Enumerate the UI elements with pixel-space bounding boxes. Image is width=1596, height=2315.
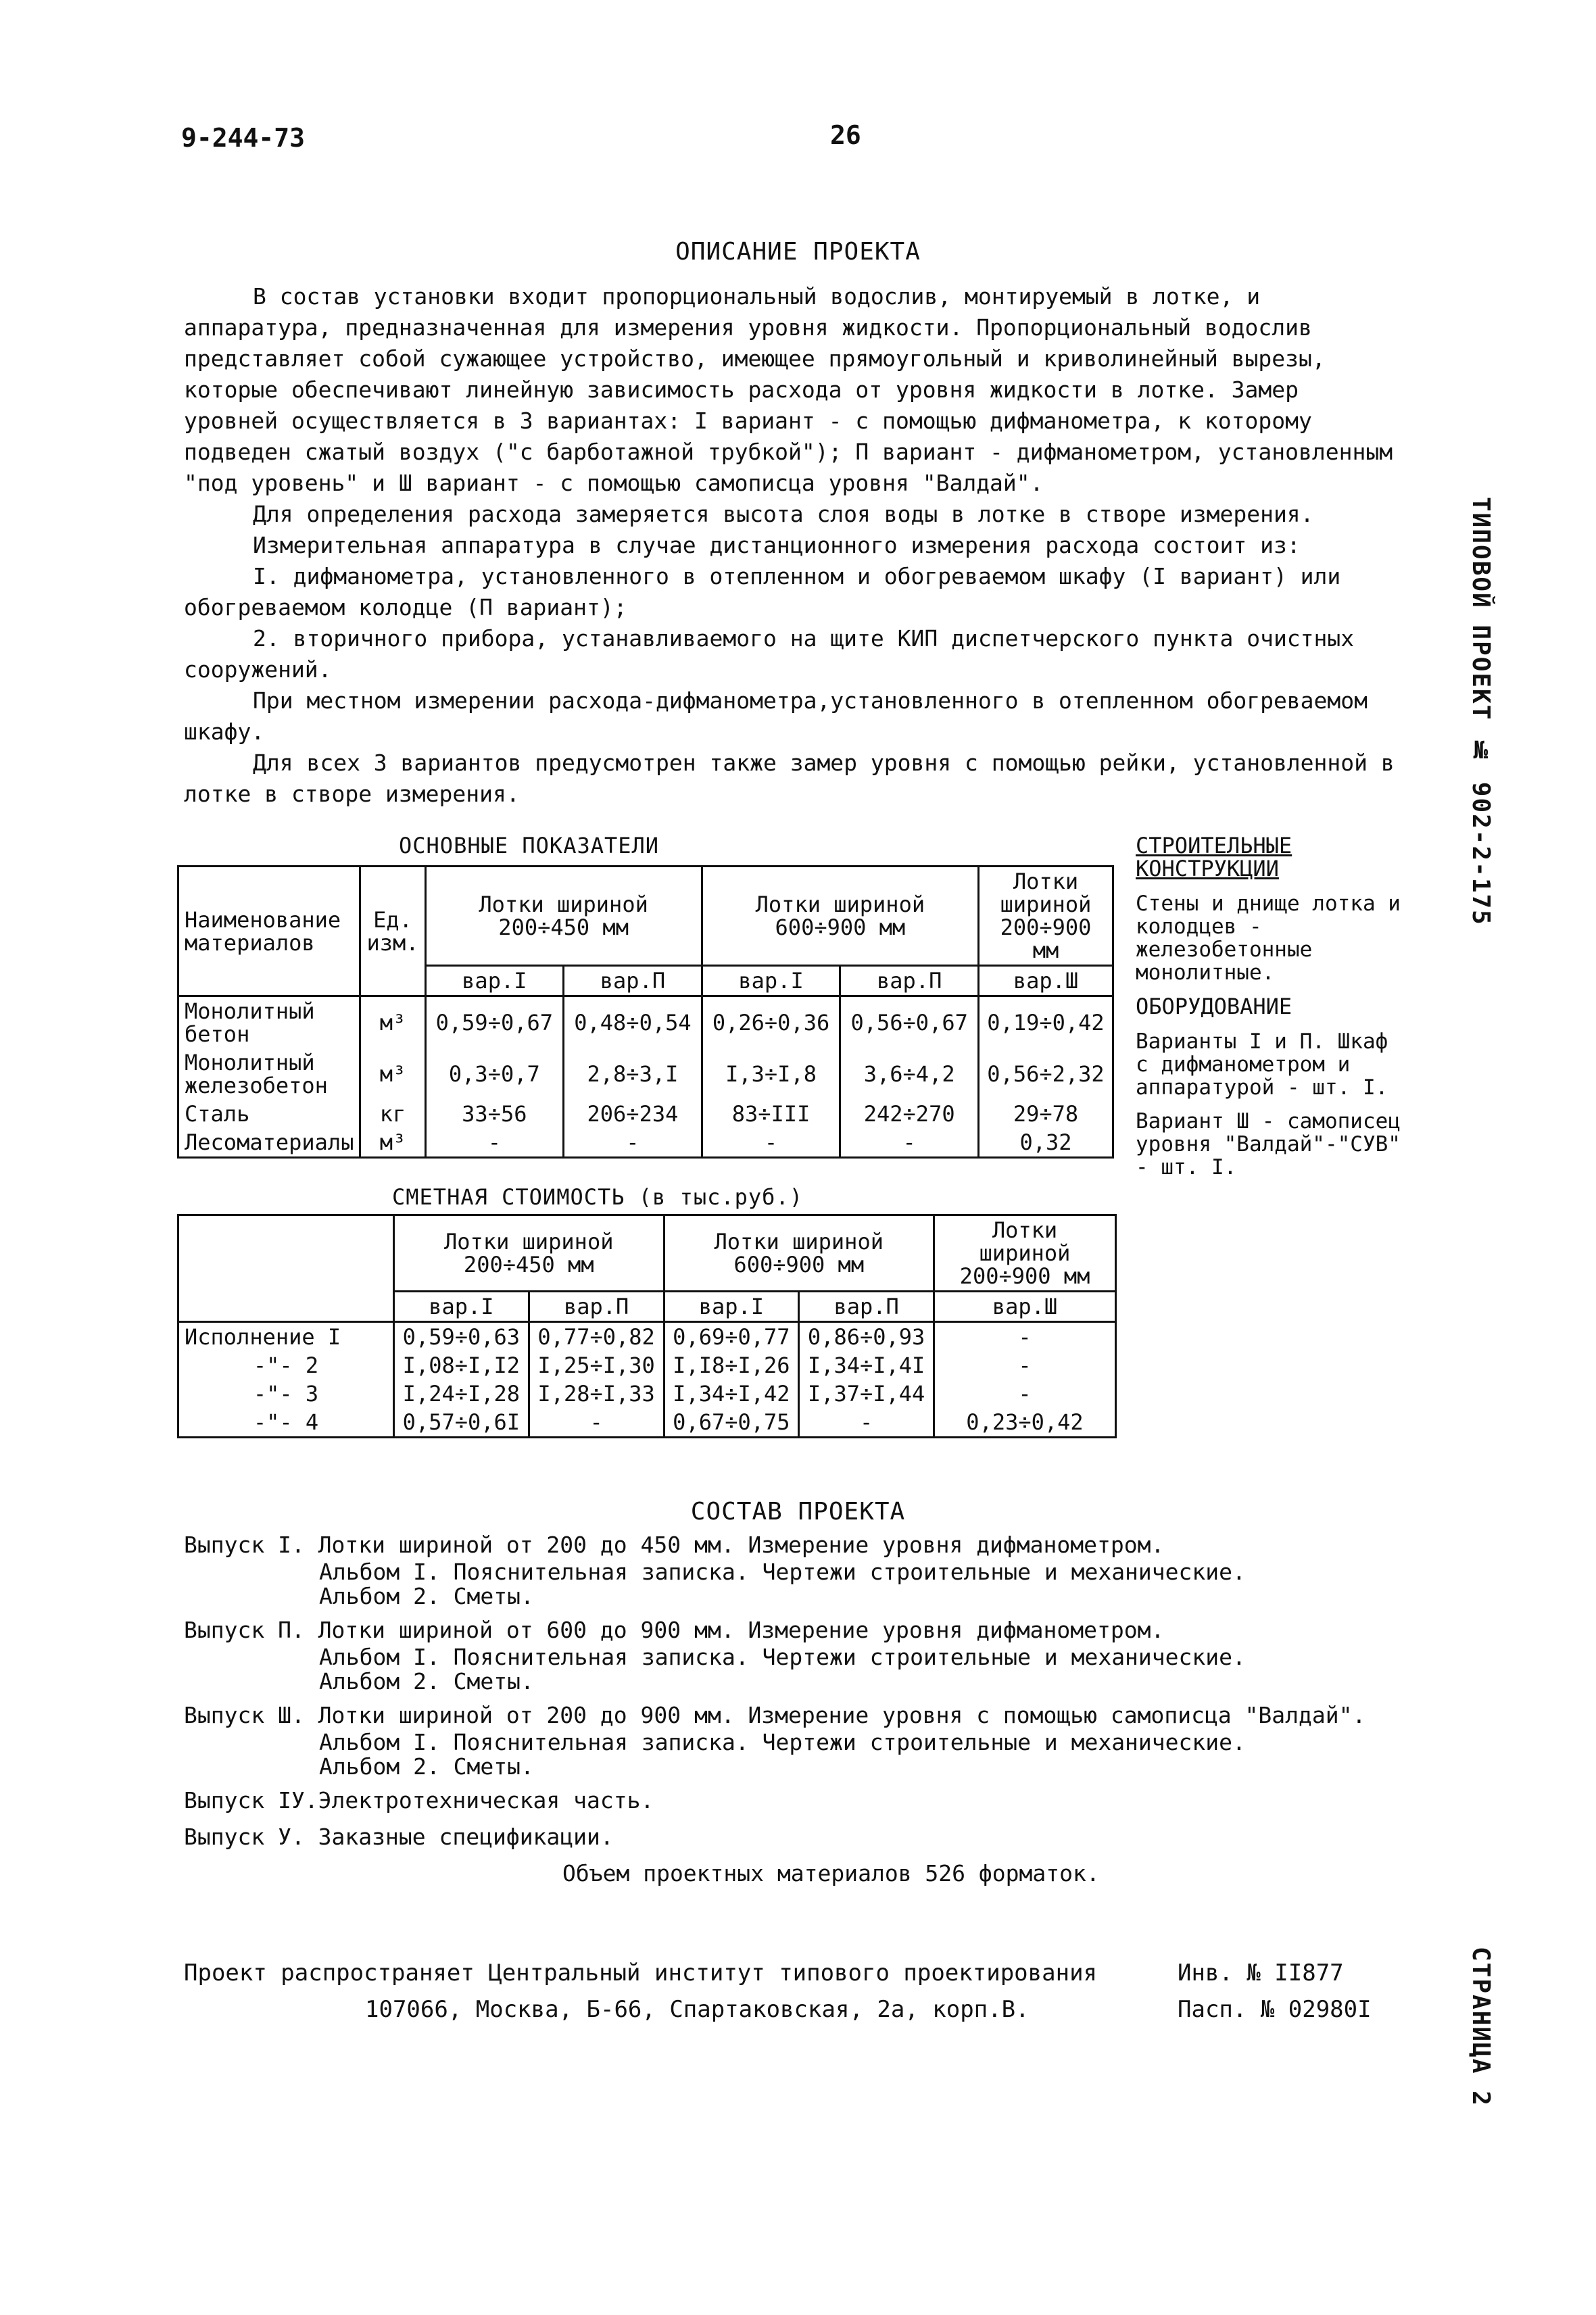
- table-cell: 0,3÷0,7: [425, 1048, 564, 1100]
- volume-text: Объем проектных материалов 526 форматок.: [562, 1860, 1100, 1886]
- table-cell: 33÷56: [425, 1100, 564, 1128]
- description-paragraph: 2. вторичного прибора, устанавливаемого на щите КИП диспетчерского пункта очистных сооружений.: [184, 625, 1355, 683]
- side-project-label: ТИПОВОЙ ПРОЕКТ № 902-2-175: [1467, 497, 1495, 926]
- table-cell: 206÷234: [564, 1100, 702, 1128]
- album-line: Альбом I. Пояснительная записка. Чертежи строительные и механические.: [319, 1644, 1246, 1670]
- table-cell: I,34÷I,42: [664, 1380, 799, 1408]
- distributor-text: Проект распространяет Центральный институт типового проектирования: [184, 1959, 1098, 1987]
- list-item: [184, 1615, 1468, 1694]
- table-row: [178, 1380, 1116, 1408]
- table-cell: I,34÷I,4I: [799, 1351, 934, 1380]
- description-paragraph: В состав установки входит пропорциональный водослив, монтируемый в лотке, и аппаратура, предназначенная для измерения уровня жидкости. Пропорциональный водослив представляет собой сужающее устройство, имеющее прямоугольный и криволинейный вырезы, которые обеспечивают линейную зависимость расхода от уровня жидкости в лотке. Замер уровней осуществляется в 3 вариантах: I вариант - с помощью дифманометра, к которому подведен сжатый воздух ("с барботажной трубкой"); П вариант - дифманометром, установленным "под уровень" и Ш вариант - с помощью самописца уровня "Валдай".: [184, 283, 1393, 496]
- table-cell: -: [702, 1128, 840, 1158]
- table-cell: I,I8÷I,26: [664, 1351, 799, 1380]
- table-cell: 0,48÷0,54: [564, 996, 702, 1049]
- material-unit: м³: [360, 996, 425, 1049]
- table-cell: 0,59÷0,67: [425, 996, 564, 1049]
- album-line: Альбом I. Пояснительная записка. Чертежи строительные и механические.: [319, 1729, 1246, 1755]
- table-row: [178, 1408, 1116, 1438]
- col-group-200-900: Лотки шириной 200÷900 мм: [979, 867, 1113, 966]
- table-cell: -: [934, 1380, 1116, 1408]
- col-group-600-900: Лотки шириной 600÷900 мм: [664, 1215, 934, 1292]
- col-group-200-450: Лотки шириной 200÷450 мм: [394, 1215, 664, 1292]
- table-row: [178, 1100, 1113, 1128]
- col-header-material: Наименование материалов: [178, 867, 360, 996]
- table-cell: 0,26÷0,36: [702, 996, 840, 1049]
- material-name: Сталь: [178, 1100, 360, 1128]
- description-paragraph: I. дифманометра, установленного в отепленном и обогреваемом шкафу (I вариант) или обогреваемом колодце (П вариант);: [184, 563, 1341, 620]
- release-title: Выпуск Ш. Лотки шириной от 200 до 900 мм. Измерение уровня с помощью самописца "Валдай".: [184, 1702, 1366, 1728]
- release-title: Выпуск I. Лотки шириной от 200 до 450 мм. Измерение уровня дифманометром.: [184, 1532, 1165, 1558]
- col-var-3: вар.Ш: [934, 1292, 1116, 1322]
- col-header-unit: Ед. изм.: [360, 867, 425, 996]
- table-row: [178, 996, 1113, 1049]
- col-var-2: вар.П: [840, 966, 979, 996]
- table-row: [178, 1048, 1113, 1100]
- inventory-number: Инв. № II877: [1178, 1959, 1344, 1987]
- side-page-label: СТРАНИЦА 2: [1467, 1947, 1495, 2107]
- table-cell: 0,77÷0,82: [529, 1322, 664, 1352]
- table-cell: 0,19÷0,42: [979, 996, 1113, 1049]
- structures-panel: [1136, 834, 1406, 1190]
- main-indicators-table: [177, 865, 1114, 1159]
- col-var-1: вар.I: [702, 966, 840, 996]
- structures-title: СТРОИТЕЛЬНЫЕ КОНСТРУКЦИИ: [1136, 833, 1292, 881]
- list-item: Выпуск У. Заказные спецификации.: [184, 1824, 614, 1850]
- table-cell: 0,86÷0,93: [799, 1322, 934, 1352]
- section-title-composition: СОСТАВ ПРОЕКТА: [690, 1498, 906, 1526]
- table-row: [178, 1351, 1116, 1380]
- document-code: 9-244-73: [181, 123, 306, 153]
- table-cell: -: [799, 1408, 934, 1438]
- table-cell: 0,56÷2,32: [979, 1048, 1113, 1100]
- col-var-3: вар.Ш: [979, 966, 1113, 996]
- release-title: Выпуск П. Лотки шириной от 600 до 900 мм. Измерение уровня дифманометром.: [184, 1617, 1165, 1643]
- table-cell: 0,32: [979, 1128, 1113, 1158]
- table-cell: 0,57÷0,6I: [394, 1408, 529, 1438]
- table-cell: -: [840, 1128, 979, 1158]
- description-paragraph: При местном измерении расхода-дифманометра,установленного в отепленном обогреваемом шкафу.: [184, 687, 1368, 745]
- material-name: Монолитный железобетон: [178, 1048, 360, 1100]
- col-var-2: вар.П: [529, 1292, 664, 1322]
- table-cell: 3,6÷4,2: [840, 1048, 979, 1100]
- col-var-2: вар.П: [564, 966, 702, 996]
- structures-text: Стены и днище лотка и колодцев - железобетонные монолитные.: [1136, 892, 1401, 985]
- list-item: [184, 1701, 1468, 1779]
- album-line: Альбом 2. Сметы.: [319, 1668, 534, 1695]
- col-var-1: вар.I: [425, 966, 564, 996]
- col-group-600-900: Лотки шириной 600÷900 мм: [702, 867, 978, 966]
- equipment-text-1: Варианты I и П. Шкаф с дифманометром и аппаратурой - шт. I.: [1136, 1029, 1388, 1100]
- album-line: Альбом 2. Сметы.: [319, 1583, 534, 1609]
- description-paragraph: Измерительная аппаратура в случае дистанционного измерения расхода состоит из:: [253, 532, 1301, 558]
- table-cell: -: [934, 1351, 1116, 1380]
- material-name: Монолитный бетон: [178, 996, 360, 1049]
- table-cell: 0,69÷0,77: [664, 1322, 799, 1352]
- table-cell: 0,56÷0,67: [840, 996, 979, 1049]
- table-cell: I,37÷I,44: [799, 1380, 934, 1408]
- table-row: [178, 1322, 1116, 1352]
- table-cell: I,3÷I,8: [702, 1048, 840, 1100]
- col-var-1: вар.I: [394, 1292, 529, 1322]
- table-cell: 0,67÷0,75: [664, 1408, 799, 1438]
- main-indicators-title: ОСНОВНЫЕ ПОКАЗАТЕЛИ: [399, 833, 660, 858]
- table-cell: 2,8÷3,I: [564, 1048, 702, 1100]
- description-paragraph: Для всех 3 вариантов предусмотрен также замер уровня с помощью рейки, установленной в лотке в створе измерения.: [184, 750, 1395, 807]
- table-cell: I,25÷I,30: [529, 1351, 664, 1380]
- table-cell: I,24÷I,28: [394, 1380, 529, 1408]
- col-group-200-900: Лотки шириной 200÷900 мм: [934, 1215, 1116, 1292]
- row-label: Исполнение I: [178, 1322, 394, 1352]
- material-unit: м³: [360, 1048, 425, 1100]
- table-cell: 83÷III: [702, 1100, 840, 1128]
- table-cell: -: [934, 1322, 1116, 1352]
- passport-number: Пасп. № 02980I: [1178, 1996, 1372, 2023]
- table-cell: I,08÷I,I2: [394, 1351, 529, 1380]
- row-label: -"- 2: [178, 1351, 394, 1380]
- table-cell: I,28÷I,33: [529, 1380, 664, 1408]
- description-paragraph: Для определения расхода замеряется высота слоя воды в лотке в створе измерения.: [253, 501, 1314, 527]
- row-label: -"- 4: [178, 1408, 394, 1438]
- col-var-1: вар.I: [664, 1292, 799, 1322]
- estimate-table: [177, 1214, 1117, 1438]
- section-title-description: ОПИСАНИЕ ПРОЕКТА: [675, 238, 921, 266]
- material-name: Лесоматериалы: [178, 1128, 360, 1158]
- estimate-header-empty: [178, 1215, 394, 1322]
- table-cell: -: [425, 1128, 564, 1158]
- table-cell: 0,23÷0,42: [934, 1408, 1116, 1438]
- page-number: 26: [830, 120, 861, 150]
- album-line: Альбом I. Пояснительная записка. Чертежи строительные и механические.: [319, 1559, 1246, 1585]
- list-item: Выпуск IУ.Электротехническая часть.: [184, 1787, 654, 1813]
- col-group-200-450: Лотки шириной 200÷450 мм: [425, 867, 702, 966]
- col-var-2: вар.П: [799, 1292, 934, 1322]
- estimate-title: СМЕТНАЯ СТОИМОСТЬ (в тыс.руб.): [392, 1184, 803, 1210]
- table-row: [178, 1128, 1113, 1158]
- table-cell: 29÷78: [979, 1100, 1113, 1128]
- composition-list: [184, 1530, 1468, 1888]
- material-unit: кг: [360, 1100, 425, 1128]
- material-unit: м³: [360, 1128, 425, 1158]
- table-cell: 0,59÷0,63: [394, 1322, 529, 1352]
- description-text: [184, 281, 1401, 810]
- address-text: 107066, Москва, Б-66, Спартаковская, 2а, корп.В.: [365, 1996, 1030, 2023]
- equipment-text-2: Вариант Ш - самописец уровня "Валдай"-"СУВ" - шт. I.: [1136, 1109, 1401, 1179]
- table-cell: -: [564, 1128, 702, 1158]
- list-item: [184, 1530, 1468, 1609]
- table-cell: 242÷270: [840, 1100, 979, 1128]
- album-line: Альбом 2. Сметы.: [319, 1753, 534, 1780]
- row-label: -"- 3: [178, 1380, 394, 1408]
- table-cell: -: [529, 1408, 664, 1438]
- equipment-title: ОБОРУДОВАНИЕ: [1136, 994, 1292, 1019]
